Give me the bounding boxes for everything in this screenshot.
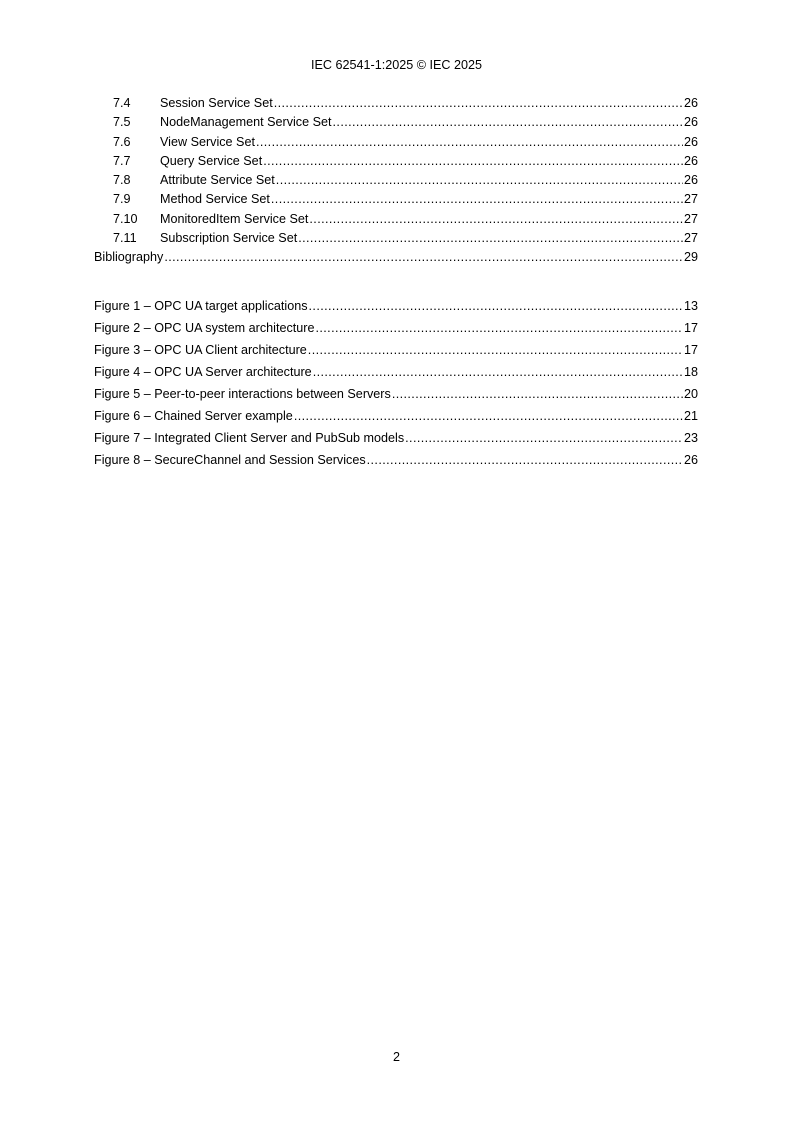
toc-entry[interactable]	[94, 229, 698, 248]
figure-entry-page: 17	[683, 320, 698, 335]
dot-leader	[313, 361, 683, 383]
dot-leader	[309, 295, 683, 317]
toc-entry-number: 7.4	[113, 96, 131, 110]
toc-entry[interactable]	[94, 113, 698, 132]
figure-entry-title: Figure 4 – OPC UA Server architecture	[94, 364, 312, 379]
dot-leader	[276, 171, 683, 190]
figure-entry-page: 23	[683, 430, 698, 445]
toc-entry-title: MonitoredItem Service Set	[160, 211, 309, 226]
toc-entry-number: 7.9	[113, 192, 131, 207]
dot-leader	[274, 94, 683, 113]
toc-entry-page: 27	[683, 211, 698, 226]
figure-entry-page: 20	[683, 386, 698, 401]
dot-leader	[308, 339, 683, 361]
toc-entry-number: 7.6	[113, 134, 131, 149]
toc-entry-page: 26	[683, 153, 698, 168]
figure-entry-title: Figure 1 – OPC UA target applications	[94, 298, 308, 313]
toc-entry-page: 26	[683, 96, 698, 110]
toc-entry-number: 7.7	[113, 153, 131, 168]
toc-entry-number: 7.10	[113, 211, 138, 226]
figure-entry-page: 17	[683, 342, 698, 357]
toc-entry-number: 7.8	[113, 173, 131, 188]
dot-leader	[315, 317, 683, 339]
figure-list-entry[interactable]	[94, 449, 698, 471]
toc-entry-page: 26	[683, 134, 698, 149]
toc-entry-title: Query Service Set	[160, 153, 263, 168]
dot-leader	[405, 427, 683, 449]
toc-entry[interactable]	[94, 171, 698, 190]
dot-leader	[164, 248, 683, 267]
figure-entry-page: 13	[683, 298, 698, 313]
toc-entry-title: Subscription Service Set	[160, 231, 298, 246]
toc-entry-title: NodeManagement Service Set	[160, 115, 332, 130]
dot-leader	[333, 113, 683, 132]
figure-list-entry[interactable]	[94, 427, 698, 449]
figure-list-entry[interactable]	[94, 405, 698, 427]
dot-leader	[263, 152, 683, 171]
toc-entry-title: Bibliography	[94, 250, 164, 265]
figure-entry-page: 26	[683, 452, 698, 467]
dot-leader	[271, 190, 683, 209]
figure-entry-title: Figure 6 – Chained Server example	[94, 408, 293, 423]
toc-entry-page: 29	[683, 250, 698, 265]
toc-entry[interactable]	[94, 190, 698, 209]
toc-entry[interactable]	[94, 133, 698, 152]
dot-leader	[298, 229, 683, 248]
figure-entry-title: Figure 3 – OPC UA Client architecture	[94, 342, 307, 357]
figure-entry-title: Figure 8 – SecureChannel and Session Services	[94, 452, 366, 467]
toc-entry-bibliography[interactable]	[94, 248, 698, 267]
section-spacer	[94, 268, 698, 295]
toc-entry-number: 7.5	[113, 115, 131, 130]
toc-entry-title: Attribute Service Set	[160, 173, 275, 188]
figure-list-entry[interactable]	[94, 361, 698, 383]
figure-list-entry[interactable]	[94, 317, 698, 339]
toc-entry-page: 26	[683, 173, 698, 188]
dot-leader	[256, 133, 683, 152]
figure-entry-title: Figure 7 – Integrated Client Server and PubSub models	[94, 430, 405, 445]
page-header: IEC 62541-1:2025 © IEC 2025	[310, 58, 482, 72]
figure-entry-title: Figure 2 – OPC UA system architecture	[94, 320, 315, 335]
toc-entry-number: 7.11	[113, 231, 137, 246]
toc-entry-page: 27	[683, 231, 698, 246]
dot-leader	[309, 210, 683, 229]
dot-leader	[294, 405, 683, 427]
figure-entry-title: Figure 5 – Peer-to-peer interactions between Servers	[94, 386, 391, 401]
toc-entry-title: Session Service Set	[160, 96, 273, 110]
figure-list-entry[interactable]	[94, 295, 698, 317]
figure-list-entry[interactable]	[94, 339, 698, 361]
toc-entry-title: Method Service Set	[160, 192, 270, 207]
table-of-contents	[94, 94, 698, 471]
toc-entry-title: View Service Set	[160, 134, 255, 149]
toc-entry[interactable]	[94, 94, 698, 113]
toc-entry-page: 27	[683, 192, 698, 207]
toc-entry-page: 26	[683, 115, 698, 130]
toc-entry[interactable]	[94, 210, 698, 229]
dot-leader	[392, 383, 683, 405]
dot-leader	[367, 449, 683, 471]
page-number: 2	[392, 1050, 400, 1064]
figure-entry-page: 21	[683, 408, 698, 423]
figure-list-entry[interactable]	[94, 383, 698, 405]
figure-entry-page: 18	[683, 364, 698, 379]
toc-entry[interactable]	[94, 152, 698, 171]
